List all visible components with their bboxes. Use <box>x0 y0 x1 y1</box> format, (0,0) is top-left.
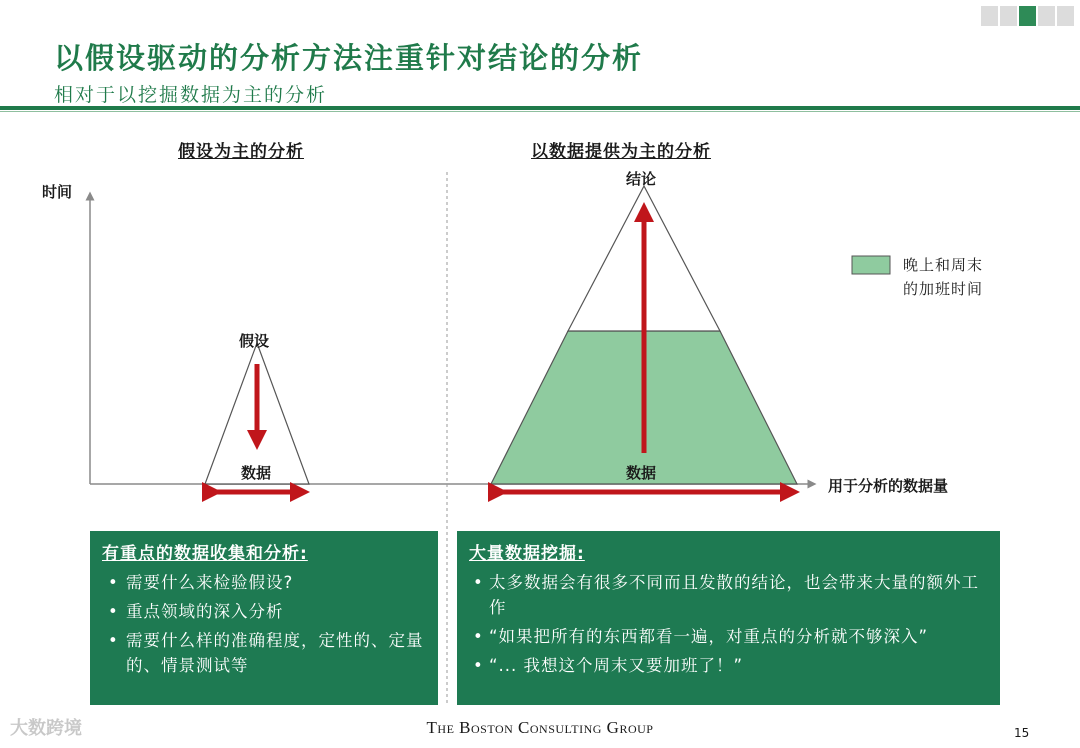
page-number: 15 <box>1014 726 1030 740</box>
y-axis-label: 时间 <box>42 183 73 201</box>
list-item: • “... 我想这个周末又要加班了！” <box>473 656 744 675</box>
company-logo: The Boston Consulting Group <box>426 718 654 737</box>
focused-analysis-title: 有重点的数据收集和分析: <box>102 544 308 564</box>
legend-line-1: 晚上和周末 <box>903 256 984 274</box>
list-item: • 太多数据会有很多不同而且发散的结论，也会带来大量的额外工作 <box>473 573 979 617</box>
focused-analysis-box <box>90 531 438 705</box>
left-data-label: 数据 <box>241 464 272 482</box>
x-axis-label: 用于分析的数据量 <box>828 477 949 495</box>
slide-subtitle: 相对于以挖掘数据为主的分析 <box>54 84 328 106</box>
legend-line-2: 的加班时间 <box>903 280 984 298</box>
legend-swatch <box>852 256 890 274</box>
focused-analysis-list <box>102 570 426 678</box>
left-section-heading: 假设为主的分析 <box>178 142 304 162</box>
list-item: • 重点领域的深入分析 <box>108 602 284 621</box>
data-mining-title: 大量数据挖掘: <box>469 544 585 564</box>
list-item: • “如果把所有的东西都看一遍，对重点的分析就不够深入” <box>473 627 929 646</box>
legend-label <box>903 253 983 301</box>
right-data-label: 数据 <box>626 464 657 482</box>
slide-title: 以假设驱动的分析方法注重针对结论的分析 <box>54 41 644 75</box>
conclusion-label: 结论 <box>626 170 657 188</box>
right-section-heading: 以数据提供为主的分析 <box>531 142 711 162</box>
hypothesis-label: 假设 <box>239 332 270 350</box>
data-mining-box <box>457 531 1000 705</box>
data-mining-list <box>469 570 988 678</box>
list-item: • 需要什么来检验假设? <box>108 573 294 592</box>
watermark: 大数跨境 <box>10 718 82 739</box>
list-item: • 需要什么样的准确程度，定性的、定量的、情景测试等 <box>108 631 424 675</box>
